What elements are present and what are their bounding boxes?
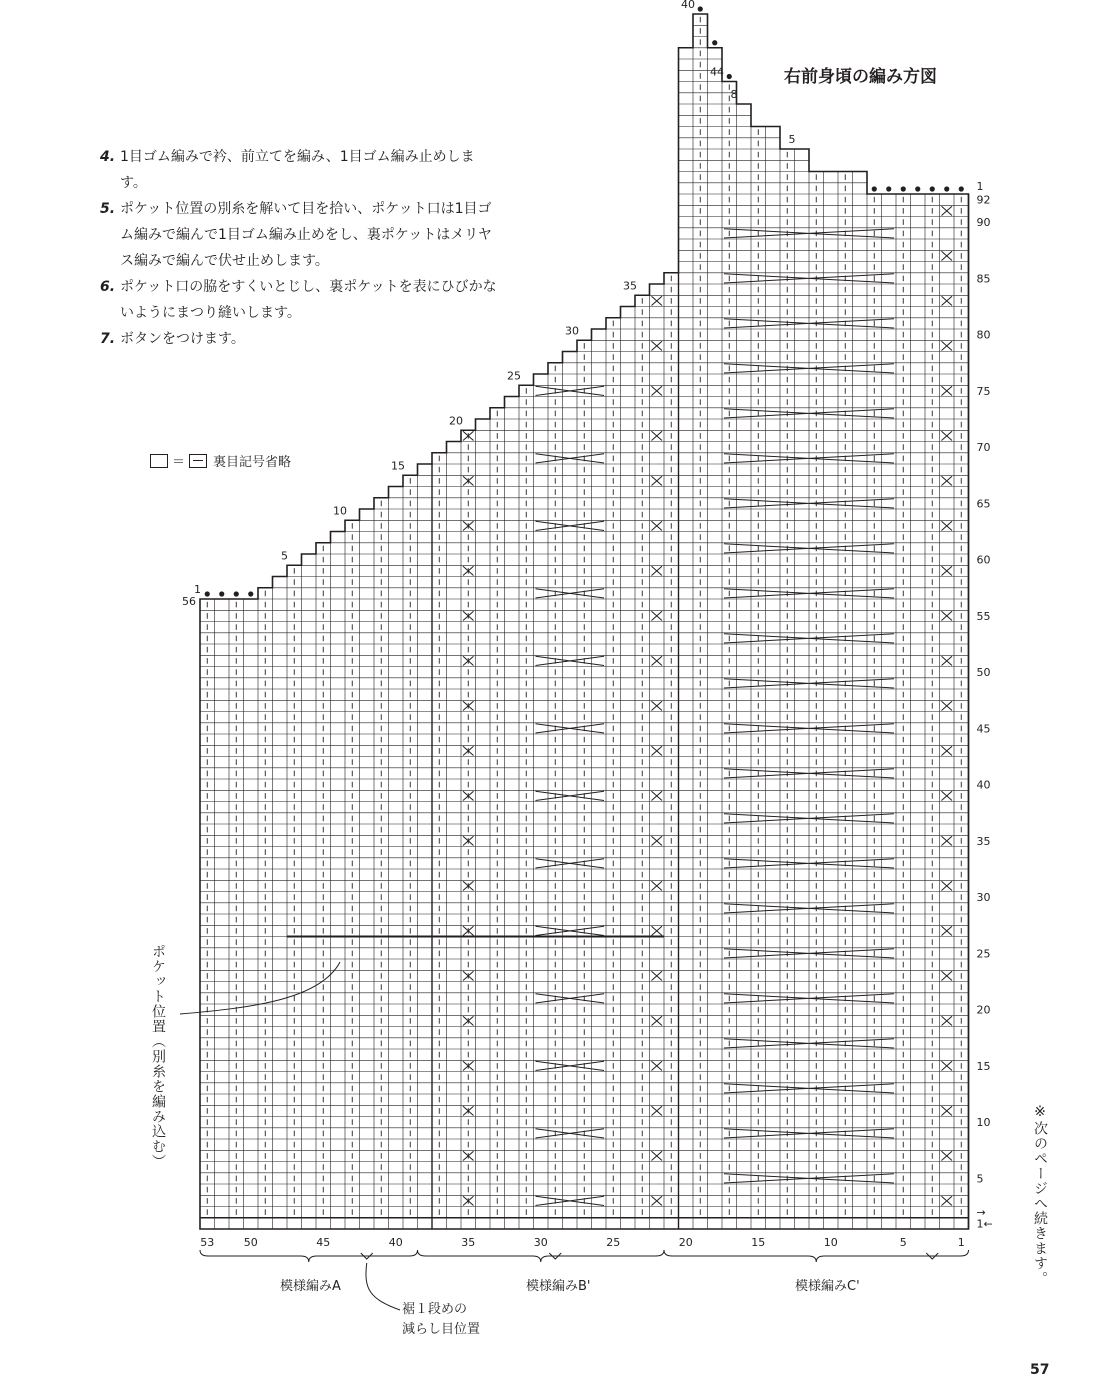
cable-cross xyxy=(942,1016,953,1025)
grid-column xyxy=(505,397,520,1230)
cable-cross xyxy=(652,701,663,710)
bind-off-dot xyxy=(886,186,891,191)
collar-label: 35 xyxy=(623,279,637,293)
decrease-note-line2: 減らし目位置 xyxy=(402,1322,481,1337)
grid-column xyxy=(867,194,882,1229)
cable-cross xyxy=(942,656,953,665)
cable-block-b xyxy=(536,724,605,733)
cable-cross xyxy=(942,341,953,350)
column-label: 53 xyxy=(200,1236,215,1249)
cable-cross xyxy=(463,791,474,800)
grid-column xyxy=(954,194,969,1229)
column-label: 40 xyxy=(388,1236,403,1249)
column-label: 10 xyxy=(823,1236,838,1249)
grid-column xyxy=(476,419,491,1229)
grid-column xyxy=(592,329,607,1229)
cable-cross xyxy=(942,206,953,215)
collar-label: 8 xyxy=(730,88,738,101)
cable-block-b xyxy=(536,521,605,530)
section-label-c: 模様編みC' xyxy=(795,1279,860,1294)
cable-cross xyxy=(463,1151,474,1160)
row-label: 85 xyxy=(976,272,991,286)
grid-column xyxy=(447,442,462,1230)
chart-grid xyxy=(200,14,969,1229)
row-label: 55 xyxy=(976,609,991,623)
column-label: 45 xyxy=(316,1236,331,1249)
grid-column xyxy=(882,194,897,1229)
bind-off-dot xyxy=(901,186,906,191)
step-number: 5. xyxy=(100,201,116,217)
cable-cross xyxy=(652,1196,663,1205)
cable-cross xyxy=(463,926,474,935)
cable-cross xyxy=(652,1106,663,1115)
grid-column xyxy=(650,284,665,1229)
cable-cross xyxy=(942,296,953,305)
cable-cross xyxy=(652,341,663,350)
cable-cross xyxy=(463,521,474,530)
cable-block-b xyxy=(536,589,605,598)
bind-off-dot xyxy=(872,186,877,191)
row-label: 45 xyxy=(976,722,991,736)
cable-cross xyxy=(463,611,474,620)
cable-cross xyxy=(942,971,953,980)
row-label: 80 xyxy=(976,328,991,342)
grid-column xyxy=(838,172,853,1230)
step-text: ポケット位置の別糸を解いて目を拾い、ポケット口は1目ゴム編みで編んで1目ゴム編み止めをし、裏ポケットはメリヤス編みで編んで伏せ止めします。 xyxy=(120,201,492,269)
cable-cross xyxy=(652,476,663,485)
cable-cross xyxy=(463,881,474,890)
collar-label: 10 xyxy=(333,504,347,518)
cable-cross xyxy=(942,1196,953,1205)
column-label: 1 xyxy=(957,1236,965,1249)
section-label-b: 模様編みB' xyxy=(526,1279,591,1294)
cable-cross xyxy=(463,656,474,665)
step-text: ポケット口の脇をすくいとじし、裏ポケットを表にひびかないようにまつり縫いします。 xyxy=(120,279,497,321)
row-label: 1 xyxy=(976,180,984,193)
grid-column xyxy=(824,172,839,1230)
cable-block-b xyxy=(536,926,605,935)
row-label: 75 xyxy=(976,384,991,398)
step-number: 6. xyxy=(100,279,116,295)
grid-column xyxy=(302,554,317,1229)
cable-cross xyxy=(942,251,953,260)
cable-cross xyxy=(463,1016,474,1025)
collar-label-sub: 56 xyxy=(182,595,196,608)
row-label: 15 xyxy=(976,1059,991,1073)
grid-column xyxy=(534,374,549,1229)
legend-equals: ＝ xyxy=(172,455,186,470)
row-label: 92 xyxy=(976,193,991,207)
cable-cross xyxy=(463,971,474,980)
section-label-a: 模様編みA xyxy=(280,1279,341,1294)
grid-column xyxy=(273,577,288,1230)
cable-cross xyxy=(942,431,953,440)
collar-label: 20 xyxy=(449,414,463,428)
cable-block-b xyxy=(536,1196,605,1205)
grid-column xyxy=(331,532,346,1230)
bind-off-dot xyxy=(205,591,210,596)
brace-section-a xyxy=(200,1250,418,1262)
row-label: 50 xyxy=(976,666,991,680)
cable-cross xyxy=(652,296,663,305)
cable-block-b xyxy=(536,859,605,868)
cable-cross xyxy=(652,746,663,755)
cable-cross xyxy=(463,746,474,755)
collar-label: 44 xyxy=(710,65,724,79)
decrease-pointer xyxy=(366,1263,400,1310)
grid-column xyxy=(389,487,404,1230)
collar-label: 40 xyxy=(681,0,695,11)
grid-column xyxy=(215,599,230,1229)
cable-cross xyxy=(652,926,663,935)
cable-cross xyxy=(942,791,953,800)
collar-label: 25 xyxy=(507,369,521,383)
row-label: 5 xyxy=(976,1172,984,1186)
cable-cross xyxy=(652,971,663,980)
grid-column xyxy=(360,509,375,1229)
brace-section-c xyxy=(664,1250,969,1262)
bind-off-dot xyxy=(698,6,703,11)
grid-column xyxy=(679,48,694,1229)
row-label: 10 xyxy=(976,1116,991,1130)
cable-cross xyxy=(942,521,953,530)
cable-cross xyxy=(652,386,663,395)
cable-cross xyxy=(652,521,663,530)
bind-off-dot xyxy=(727,74,732,79)
bind-off-dots xyxy=(205,6,964,596)
decrease-position-note xyxy=(402,1300,480,1340)
grid-column xyxy=(925,194,940,1229)
cable-cross xyxy=(942,881,953,890)
grid-column xyxy=(896,194,911,1229)
collar-label: 5 xyxy=(281,549,288,563)
row-labels xyxy=(182,0,993,1249)
cable-cross xyxy=(463,476,474,485)
cable-cross xyxy=(942,1106,953,1115)
cable-cross xyxy=(942,476,953,485)
cable-block-b xyxy=(536,1061,605,1070)
bind-off-dot xyxy=(712,40,717,45)
grid-column xyxy=(795,149,810,1229)
bind-off-dot xyxy=(959,186,964,191)
cable-cross xyxy=(463,701,474,710)
column-label: 20 xyxy=(678,1236,693,1249)
column-label: 50 xyxy=(243,1236,258,1249)
column-label: 30 xyxy=(533,1236,548,1249)
row-label: 1← xyxy=(976,1217,993,1231)
legend-text: 裏目記号省略 xyxy=(213,455,292,470)
cable-cross xyxy=(463,836,474,845)
cable-cross xyxy=(652,791,663,800)
decrease-note-line1: 裾１段めの xyxy=(402,1302,468,1317)
page-number: 57 xyxy=(1030,1362,1050,1378)
grid-column xyxy=(244,599,259,1229)
step-text: ボタンをつけます。 xyxy=(120,331,245,347)
collar-label: 30 xyxy=(565,324,579,338)
collar-label: 15 xyxy=(391,459,405,473)
cable-cross xyxy=(942,746,953,755)
collar-label: 1 xyxy=(194,583,201,596)
bind-off-dot xyxy=(944,186,949,191)
cable-cross xyxy=(942,1061,953,1070)
bind-off-dot xyxy=(234,591,239,596)
row-label: 90 xyxy=(976,216,991,230)
continue-note: ※次のページへ続きます。 xyxy=(1032,1104,1048,1286)
row-label: 65 xyxy=(976,497,991,511)
cable-cross xyxy=(942,611,953,620)
row-label: 60 xyxy=(976,553,991,567)
cable-cross xyxy=(942,926,953,935)
cable-cross xyxy=(463,431,474,440)
cable-block-b xyxy=(536,1129,605,1138)
grid-column xyxy=(940,194,955,1229)
pocket-position-label: ポケット位置（別糸を編み込む） xyxy=(150,944,166,1169)
cable-cross xyxy=(942,386,953,395)
cable-cross xyxy=(652,566,663,575)
row-label: 25 xyxy=(976,947,991,961)
column-label: 15 xyxy=(751,1236,766,1249)
cable-cross xyxy=(652,431,663,440)
grid-column xyxy=(708,48,723,1229)
row-label: → xyxy=(976,1206,986,1220)
cable-cross xyxy=(942,836,953,845)
cable-cross xyxy=(942,701,953,710)
grid-column xyxy=(911,194,926,1229)
cable-cross xyxy=(942,566,953,575)
cable-cross xyxy=(463,566,474,575)
step-text: 1目ゴム編みで衿、前立てを編み、1目ゴム編み止めします。 xyxy=(120,149,475,191)
bind-off-dot xyxy=(930,186,935,191)
cable-cross xyxy=(652,656,663,665)
cable-cross xyxy=(942,1151,953,1160)
brace-section-b xyxy=(418,1250,665,1262)
cable-cross xyxy=(652,1061,663,1070)
row-label: 20 xyxy=(976,1003,991,1017)
row-label: 70 xyxy=(976,441,991,455)
grid-column xyxy=(621,307,636,1230)
grid-column xyxy=(853,172,868,1230)
cable-block-b xyxy=(536,656,605,665)
row-label: 40 xyxy=(976,778,991,792)
purl-ticks xyxy=(207,17,961,1215)
grid-column xyxy=(418,464,433,1229)
grid-column xyxy=(693,14,708,1229)
collar-label: 5 xyxy=(788,133,796,146)
row-label: 35 xyxy=(976,834,991,848)
grid-column xyxy=(809,172,824,1230)
step-number: 4. xyxy=(100,149,116,165)
cable-cross xyxy=(652,611,663,620)
bind-off-dot xyxy=(248,591,253,596)
cable-block-b xyxy=(536,454,605,463)
cable-cross xyxy=(463,1061,474,1070)
cable-cross xyxy=(652,836,663,845)
step-number: 7. xyxy=(100,331,116,347)
column-label: 5 xyxy=(899,1236,907,1249)
grid-column xyxy=(737,104,752,1229)
bind-off-dot xyxy=(219,591,224,596)
row-label: 30 xyxy=(976,891,991,905)
cable-cross xyxy=(463,1106,474,1115)
cable-block-b xyxy=(536,791,605,800)
column-label: 35 xyxy=(461,1236,476,1249)
column-label: 25 xyxy=(606,1236,621,1249)
cable-block-b xyxy=(536,994,605,1003)
cable-block-b xyxy=(536,386,605,395)
cable-cross xyxy=(652,881,663,890)
cable-cross xyxy=(463,1196,474,1205)
cable-cross xyxy=(652,1151,663,1160)
grid-column xyxy=(766,127,781,1230)
cable-cross xyxy=(652,1016,663,1025)
bind-off-dot xyxy=(915,186,920,191)
grid-column xyxy=(563,352,578,1230)
page-title: 右前身頃の編み方図 xyxy=(784,67,937,87)
